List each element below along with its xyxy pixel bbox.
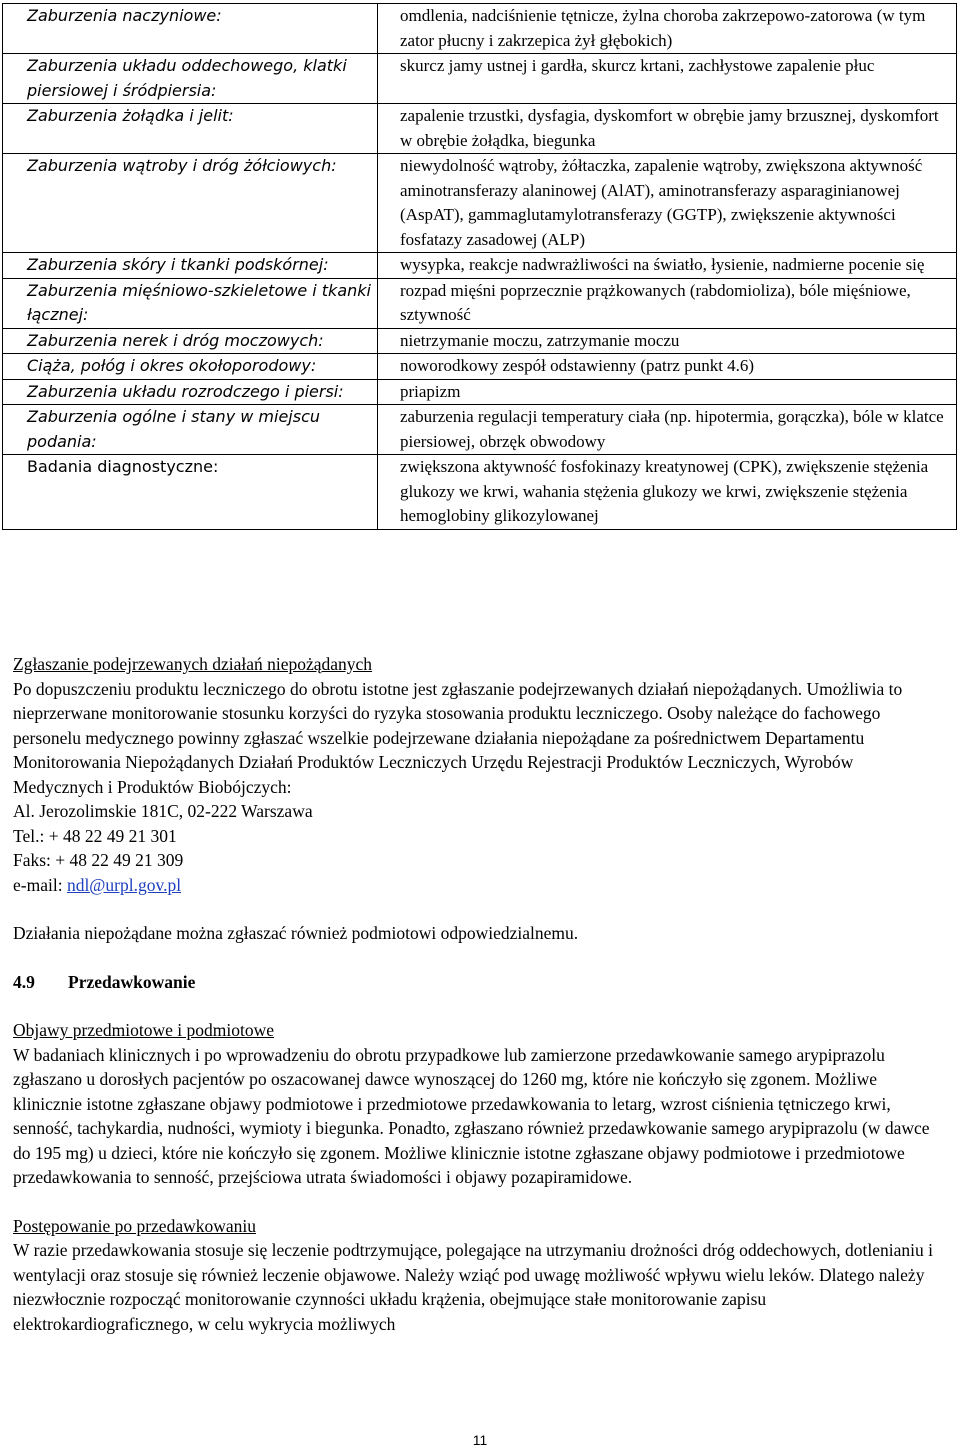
adverse-effects-cell: zapalenie trzustki, dysfagia, dyskomfort w obrębie jamy brzusznej, dyskomfort w obrębie żołądka, biegunka — [378, 104, 957, 154]
organ-class-cell: Zaburzenia naczyniowe: — [3, 4, 378, 54]
management-heading: Postępowanie po przedawkowaniu — [13, 1215, 256, 1236]
organ-class-cell: Badania diagnostyczne: — [3, 455, 378, 530]
organ-class-cell: Zaburzenia układu rozrodczego i piersi: — [3, 379, 378, 405]
table-row — [3, 379, 957, 405]
adverse-effects-cell: priapizm — [378, 379, 957, 405]
organ-class-cell: Zaburzenia żołądka i jelit: — [3, 104, 378, 154]
table-row — [3, 278, 957, 328]
table-row — [3, 54, 957, 104]
table-row — [3, 104, 957, 154]
organ-class-cell: Zaburzenia wątroby i dróg żółciowych: — [3, 154, 378, 253]
symptoms-heading: Objawy przedmiotowe i podmiotowe — [13, 1020, 274, 1040]
organ-class-cell: Ciąża, połóg i okres okołoporodowy: — [3, 354, 378, 380]
organ-class-cell: Zaburzenia układu oddechowego, klatki piersiowej i śródpiersia: — [3, 54, 378, 104]
email-link[interactable]: ndl@urpl.gov.pl — [66, 874, 182, 895]
adverse-effects-table — [2, 3, 957, 530]
organ-class-cell: Zaburzenia nerek i dróg moczowych: — [3, 328, 378, 354]
adverse-effects-cell: noworodkowy zespół odstawienny (patrz punkt 4.6) — [378, 354, 957, 380]
adverse-effects-cell: omdlenia, nadciśnienie tętnicze, żylna choroba zakrzepowo-zatorowa (w tym zator płucny i zakrzepica żył głębokich) — [378, 4, 957, 54]
reporting-also: Działania niepożądane można zgłaszać również podmiotowi odpowiedzialnemu. — [13, 923, 579, 943]
adverse-effects-cell: rozpad mięśni poprzecznie prążkowanych (rabdomioliza), bóle mięśniowe, sztywność — [378, 278, 957, 328]
section-number: 4.9 — [13, 971, 35, 992]
reporting-address: Al. Jerozolimskie 181C, 02-222 Warszawa — [13, 801, 313, 821]
table-row — [3, 253, 957, 279]
email-label: e-mail: — [13, 874, 67, 895]
reporting-tel: Tel.: + 48 22 49 21 301 — [13, 825, 177, 846]
table-row — [3, 154, 957, 253]
organ-class-cell: Zaburzenia mięśniowo-szkieletowe i tkanki łącznej: — [3, 278, 378, 328]
table-row — [3, 405, 957, 455]
table-row — [3, 4, 957, 54]
adverse-effects-cell: niewydolność wątroby, żółtaczka, zapalenie wątroby, zwiększona aktywność aminotransferazy alaninowej (AlAT), aminotransferazy asparaginianowej (AspAT), gammaglutamylotransferazy (GGTP), zwiększenie aktywności fosfatazy zasadowej (ALP) — [378, 154, 957, 253]
reporting-fax: Faks: + 48 22 49 21 309 — [13, 850, 184, 870]
table-row — [3, 354, 957, 380]
table-row — [3, 328, 957, 354]
reporting-email-line — [13, 873, 943, 898]
adverse-effects-cell: zwiększona aktywność fosfokinazy kreatynowej (CPK), zwiększenie stężenia glukozy we krwi, wahania stężenia glukozy we krwi, zwiększenie stężenia hemoglobiny glikozylowanej — [378, 455, 957, 530]
adverse-effects-cell: skurcz jamy ustnej i gardła, skurcz krtani, zachłystowe zapalenie płuc — [378, 54, 957, 104]
section-title: Przedawkowanie — [68, 971, 196, 992]
adverse-effects-cell: zaburzenia regulacji temperatury ciała (np. hipotermia, gorączka), bóle w klatce piersiowej, obrzęk obwodowy — [378, 405, 957, 455]
section-heading-overdose — [13, 970, 943, 995]
management-text: W razie przedawkowania stosuje się leczenie podtrzymujące, polegające na utrzymaniu drożności dróg oddechowych, dotlenianiu i wentylacji oraz stosuje się również leczenie objawowe. Należy wziąć pod uwagę możliwość wpływu wielu leków. Dlatego należy niezwłocznie rozpocząć monitorowanie czynności układu krążenia, obejmujące stałe monitorowanie zapisu elektrokardiograficznego, w celu wykrycia możliwych — [13, 1240, 934, 1334]
reporting-heading: Zgłaszanie podejrzewanych działań niepożądanych — [13, 654, 373, 674]
reporting-text: Po dopuszczeniu produktu leczniczego do obrotu istotne jest zgłaszanie podejrzewanych działań niepożądanych. Umożliwia to nieprzerwane monitorowanie stosunku korzyści do ryzyka stosowania produktu leczniczego. Osoby należące do fachowego personelu medycznego powinny zgłaszać wszelkie podejrzewane działania niepożądane za pośrednictwem Departamentu Monitorowania Niepożądanych Działań Produktów Leczniczych Urzędu Rejestracji Produktów Leczniczych, Wyrobów Medycznych i Produktów Biobójczych: — [13, 678, 903, 797]
organ-class-cell: Zaburzenia ogólne i stany w miejscu podania: — [3, 405, 378, 455]
adverse-effects-cell: nietrzymanie moczu, zatrzymanie moczu — [378, 328, 957, 354]
table-row — [3, 455, 957, 530]
document-body — [13, 652, 943, 1336]
symptoms-text: W badaniach klinicznych i po wprowadzeniu do obrotu przypadkowe lub zamierzone przedawkowanie samego arypiprazolu zgłaszano u dorosłych pacjentów po oszacowanej dawce wynoszącej do 1260 mg, które nie kończyło się zgonem. Możliwe klinicznie istotne zgłaszane objawy podmiotowe i przedmiotowe przedawkowania to letarg, wzrost ciśnienia tętniczego krwi, senność, tachykardia, nudności, wymioty i biegunka. Ponadto, zgłaszano również przedawkowanie samego arypiprazolu (w dawce do 195 mg) u dzieci, które nie kończyło się zgonem. Możliwe klinicznie istotne zgłaszane objawy podmiotowe i przedmiotowe przedawkowania to senność, przejściowa utrata świadomości i objawy pozapiramidowe. — [13, 1044, 930, 1187]
organ-class-cell: Zaburzenia skóry i tkanki podskórnej: — [3, 253, 378, 279]
page-number: 11 — [472, 1432, 488, 1448]
adverse-effects-cell: wysypka, reakcje nadwrażliwości na światło, łysienie, nadmierne pocenie się — [378, 253, 957, 279]
